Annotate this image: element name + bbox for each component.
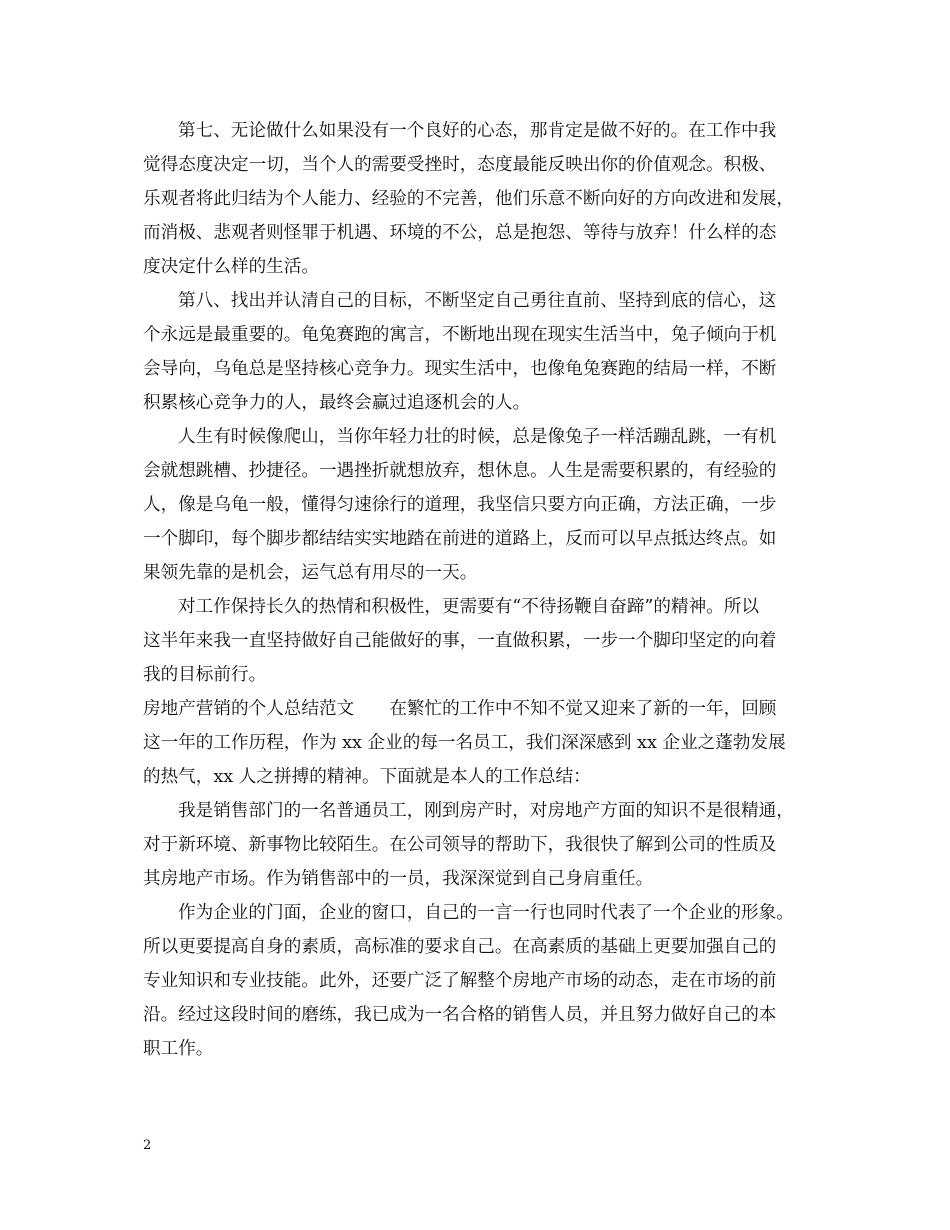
- text-line: 而消极、悲观者则怪罪于机遇、环境的不公，总是抱怨、等待与放弃！什么样的态: [143, 223, 777, 243]
- text-line: 乐观者将此归结为个人能力、经验的不完善，他们乐意不断向好的方向改进和发展，: [143, 189, 794, 209]
- text-line: 我的目标前行。: [143, 665, 267, 685]
- text-line: 职工作。: [143, 1039, 214, 1059]
- text-line: 所以更要提高自身的素质，高标准的要求自己。在高素质的基础上更要加强自己的: [143, 937, 777, 957]
- text-line: 对于新环境、新事物比较陌生。在公司领导的帮助下，我很快了解到公司的性质及: [143, 835, 777, 855]
- text-line: 这一年的工作历程，作为 xx 企业的每一名员工，我们深深感到 xx 企业之蓬勃发展: [143, 733, 786, 753]
- text-line: 积累核心竞争力的人，最终会赢过追逐机会的人。: [143, 393, 531, 413]
- text-line: 这半年来我一直坚持做好自己能做好的事，一直做积累，一步一个脚印坚定的向着: [143, 631, 777, 651]
- text-line: 作为企业的门面，企业的窗口，自己的一言一行也同时代表了一个企业的形象。: [178, 903, 794, 923]
- text-line: 度决定什么样的生活。: [143, 257, 319, 277]
- text-line: 我是销售部门的一名普通员工，刚到房产时，对房地产方面的知识不是很精通，: [178, 801, 794, 821]
- text-line: 人，像是乌龟一般，懂得匀速徐行的道理，我坚信只要方向正确，方法正确，一步: [143, 495, 777, 515]
- page-number: 2: [143, 1138, 152, 1153]
- text-line: 对工作保持长久的热情和积极性，更需要有“不待扬鞭自奋蹄”的精神。所以: [178, 597, 759, 617]
- text-line: 其房地产市场。作为销售部中的一员，我深深觉到自己身肩重任。: [143, 869, 654, 889]
- text-line: 觉得态度决定一切，当个人的需要受挫时，态度最能反映出你的价值观念。积极、: [143, 155, 777, 175]
- text-line: 的热气，xx 人之拼搏的精神。下面就是本人的工作总结：: [143, 767, 591, 787]
- text-line: 房地产营销的个人总结范文 在繁忙的工作中不知不觉又迎来了新的一年，回顾: [143, 699, 777, 719]
- text-line: 专业知识和专业技能。此外，还要广泛了解整个房地产市场的动态，走在市场的前: [143, 971, 777, 991]
- text-line: 会就想跳槽、抄捷径。一遇挫折就想放弃，想休息。人生是需要积累的，有经验的: [143, 461, 777, 481]
- text-line: 第八、找出并认清自己的目标，不断坚定自己勇往直前、坚持到底的信心，这: [178, 291, 777, 311]
- text-line: 第七、无论做什么如果没有一个良好的心态，那肯定是做不好的。在工作中我: [178, 121, 777, 141]
- text-line: 人生有时候像爬山，当你年轻力壮的时候，总是像兔子一样活蹦乱跳，一有机: [178, 427, 777, 447]
- text-line: 果领先靠的是机会，运气总有用尽的一天。: [143, 563, 478, 583]
- text-line: 沿。经过这段时间的磨练，我已成为一名合格的销售人员，并且努力做好自己的本: [143, 1005, 777, 1025]
- text-line: 个永远是最重要的。龟兔赛跑的寓言，不断地出现在现实生活当中，兔子倾向于机: [143, 325, 777, 345]
- text-line: 会导向，乌龟总是坚持核心竞争力。现实生活中，也像龟兔赛跑的结局一样，不断: [143, 359, 777, 379]
- text-line: 一个脚印，每个脚步都结结实实地踏在前进的道路上，反而可以早点抵达终点。如: [143, 529, 777, 549]
